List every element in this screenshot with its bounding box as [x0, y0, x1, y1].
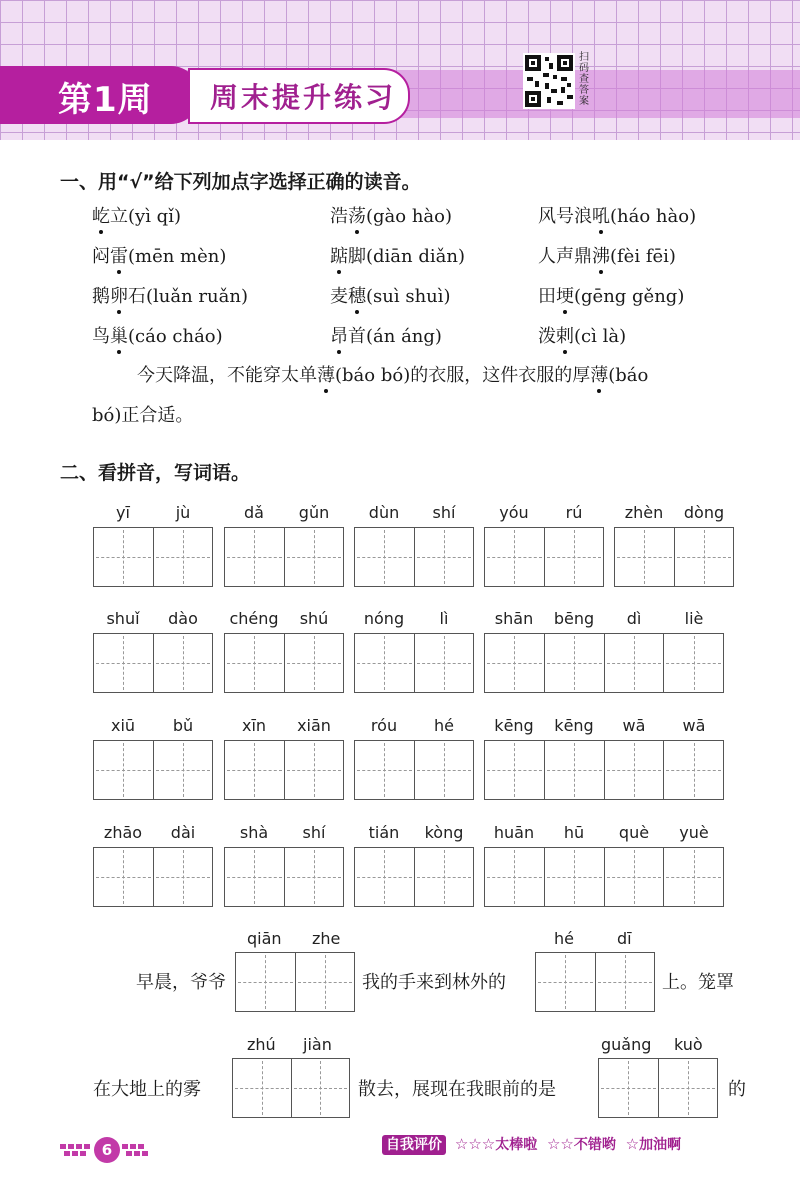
- item-options: (gào hào): [366, 206, 453, 227]
- pinyin: kuò: [674, 1035, 703, 1054]
- dotted-char: 卵: [110, 282, 128, 308]
- item-options: (cáo cháo): [128, 326, 223, 347]
- writing-box[interactable]: [224, 527, 344, 587]
- pinyin: dào: [168, 609, 198, 628]
- dotted-char: 昂: [330, 322, 348, 348]
- reading-item[interactable]: [330, 322, 442, 348]
- pinyin: yóu: [499, 503, 529, 522]
- star-outline-icon[interactable]: ☆☆: [546, 1135, 574, 1153]
- pinyin: shà: [239, 823, 269, 842]
- item-options: (mēn mèn): [128, 246, 227, 267]
- sentence-part: 今天降温，不能穿太单: [137, 365, 317, 386]
- pinyin: kēng: [494, 716, 534, 735]
- section2-title: 二、看拼音，写词语。: [60, 462, 251, 484]
- eval-label: 自我评价: [382, 1135, 446, 1155]
- dotted-char: 沸: [592, 242, 610, 268]
- writing-box[interactable]: [93, 847, 213, 907]
- star-outline-icon[interactable]: ☆☆☆: [454, 1135, 496, 1153]
- item-options: (cì là): [574, 326, 627, 347]
- pinyin: zhú: [247, 1035, 276, 1054]
- pinyin: dī: [617, 929, 632, 948]
- writing-box[interactable]: [224, 847, 344, 907]
- pinyin: shú: [299, 609, 329, 628]
- pinyin: dòng: [683, 503, 725, 522]
- reading-item[interactable]: [330, 202, 452, 228]
- pinyin: guǎng: [601, 1035, 652, 1054]
- item-text: 田: [538, 286, 556, 307]
- item-text: 闷: [92, 246, 110, 267]
- writing-box[interactable]: [598, 1058, 718, 1118]
- page-title: 周末提升练习: [210, 81, 397, 114]
- dotted-char: 屹: [92, 202, 110, 228]
- paragraph-text: 早晨，爷爷: [136, 972, 226, 993]
- item-options: 首(án áng): [348, 326, 442, 347]
- item-options: (gēng gěng): [574, 286, 685, 307]
- writing-box[interactable]: [354, 527, 474, 587]
- pinyin: nóng: [363, 609, 405, 628]
- writing-box[interactable]: [235, 952, 355, 1012]
- writing-box[interactable]: [93, 740, 213, 800]
- writing-box[interactable]: [614, 527, 734, 587]
- pinyin: shí: [302, 823, 326, 842]
- pinyin: hé: [434, 716, 454, 735]
- qr-code-icon[interactable]: [523, 53, 575, 109]
- item-text: 鸟: [92, 326, 110, 347]
- pinyin: yī: [116, 503, 130, 522]
- writing-box[interactable]: [93, 527, 213, 587]
- eval-good: 不错哟: [573, 1137, 616, 1153]
- pinyin: shuǐ: [106, 609, 140, 628]
- pinyin: dài: [170, 823, 196, 842]
- paragraph-text: 散去，展现在我眼前的是: [358, 1079, 556, 1100]
- pinyin: yuè: [679, 823, 709, 842]
- pinyin: jù: [175, 503, 191, 522]
- sentence-line1: [137, 361, 648, 387]
- dotted-char: 巢: [110, 322, 128, 348]
- eval-cheer: 加油啊: [639, 1137, 682, 1153]
- pinyin: shān: [494, 609, 534, 628]
- pinyin: kēng: [554, 716, 594, 735]
- reading-item[interactable]: [538, 202, 696, 228]
- reading-item[interactable]: [330, 242, 465, 268]
- item-text: 风号浪: [538, 206, 592, 227]
- pinyin: chéng: [229, 609, 279, 628]
- writing-box[interactable]: [484, 527, 604, 587]
- item-text: 鹅: [92, 286, 110, 307]
- writing-box[interactable]: [484, 847, 724, 907]
- pinyin: gǔn: [298, 503, 330, 522]
- star-outline-icon[interactable]: ☆: [625, 1135, 640, 1153]
- writing-box[interactable]: [354, 847, 474, 907]
- reading-item[interactable]: [538, 282, 684, 308]
- pinyin: bǔ: [172, 716, 194, 735]
- writing-box[interactable]: [93, 633, 213, 693]
- pinyin: wā: [682, 716, 706, 735]
- writing-box[interactable]: [535, 952, 655, 1012]
- writing-box[interactable]: [232, 1058, 350, 1118]
- paragraph-text: 上。笼罩: [662, 972, 734, 993]
- sentence-part: (báo bó)的衣服，这件衣服的厚: [335, 365, 591, 386]
- dotted-char: 吼: [592, 202, 610, 228]
- reading-item[interactable]: [92, 202, 181, 228]
- writing-box[interactable]: [354, 740, 474, 800]
- item-options: (háo hào): [610, 206, 697, 227]
- pinyin: zhāo: [103, 823, 143, 842]
- section1-title: 一、用“√”给下列加点字选择正确的读音。: [60, 171, 421, 193]
- pinyin: dùn: [368, 503, 400, 522]
- eval-great: 太棒啦: [495, 1137, 538, 1153]
- reading-item[interactable]: [538, 322, 626, 348]
- reading-item[interactable]: [92, 322, 223, 348]
- pinyin: què: [618, 823, 650, 842]
- item-options: (suì shuì): [366, 286, 451, 307]
- reading-item[interactable]: [92, 282, 248, 308]
- item-text: 人声鼎: [538, 246, 592, 267]
- reading-item[interactable]: [330, 282, 451, 308]
- dotted-char: 穗: [348, 282, 366, 308]
- pinyin: xiū: [110, 716, 136, 735]
- pinyin: zhe: [312, 929, 341, 948]
- writing-box[interactable]: [484, 633, 724, 693]
- item-options: 立(yì qǐ): [110, 206, 181, 227]
- pinyin: rú: [565, 503, 583, 522]
- pinyin: hū: [563, 823, 585, 842]
- reading-item[interactable]: [92, 242, 226, 268]
- writing-box[interactable]: [484, 740, 724, 800]
- dotted-char: 薄: [317, 361, 335, 387]
- writing-box[interactable]: [224, 740, 344, 800]
- sentence-part: (báo: [608, 365, 649, 386]
- pinyin: wā: [622, 716, 646, 735]
- pinyin: dì: [626, 609, 642, 628]
- item-text: 浩: [330, 206, 348, 227]
- pinyin: jiàn: [303, 1035, 332, 1054]
- item-text: 泼: [538, 326, 556, 347]
- reading-item[interactable]: [538, 242, 676, 268]
- pinyin: shí: [432, 503, 456, 522]
- dotted-char: 薄: [590, 361, 608, 387]
- page-number: 6: [94, 1137, 120, 1163]
- pinyin: kòng: [424, 823, 464, 842]
- pinyin: róu: [370, 716, 398, 735]
- self-evaluation: [382, 1134, 681, 1154]
- item-options: (fèi fēi): [610, 246, 676, 267]
- item-text: 麦: [330, 286, 348, 307]
- paragraph-text: 的: [728, 1079, 746, 1100]
- pinyin: tián: [368, 823, 400, 842]
- dotted-char: 埂: [556, 282, 574, 308]
- pinyin: xiān: [297, 716, 331, 735]
- dotted-char: 荡: [348, 202, 366, 228]
- pinyin: dǎ: [244, 503, 264, 522]
- qr-label: 扫码查答案: [579, 52, 589, 107]
- pinyin: bēng: [553, 609, 595, 628]
- pinyin: liè: [684, 609, 704, 628]
- writing-box[interactable]: [224, 633, 344, 693]
- dotted-char: 剌: [556, 322, 574, 348]
- pinyin: xīn: [241, 716, 267, 735]
- writing-box[interactable]: [354, 633, 474, 693]
- pinyin: hé: [554, 929, 574, 948]
- item-options: 石(luǎn ruǎn): [128, 286, 248, 307]
- paragraph-text: 在大地上的雾: [93, 1079, 201, 1100]
- dotted-char: 雷: [110, 242, 128, 268]
- paragraph-text: 我的手来到林外的: [362, 972, 506, 993]
- pinyin: qiān: [247, 929, 282, 948]
- pinyin: huān: [493, 823, 535, 842]
- pinyin: lì: [439, 609, 449, 628]
- week-label: 第1周: [58, 80, 153, 120]
- pinyin: zhèn: [624, 503, 664, 522]
- item-options: 脚(diān diǎn): [348, 246, 465, 267]
- sentence-line2: bó)正合适。: [92, 405, 194, 426]
- dotted-char: 踮: [330, 242, 348, 268]
